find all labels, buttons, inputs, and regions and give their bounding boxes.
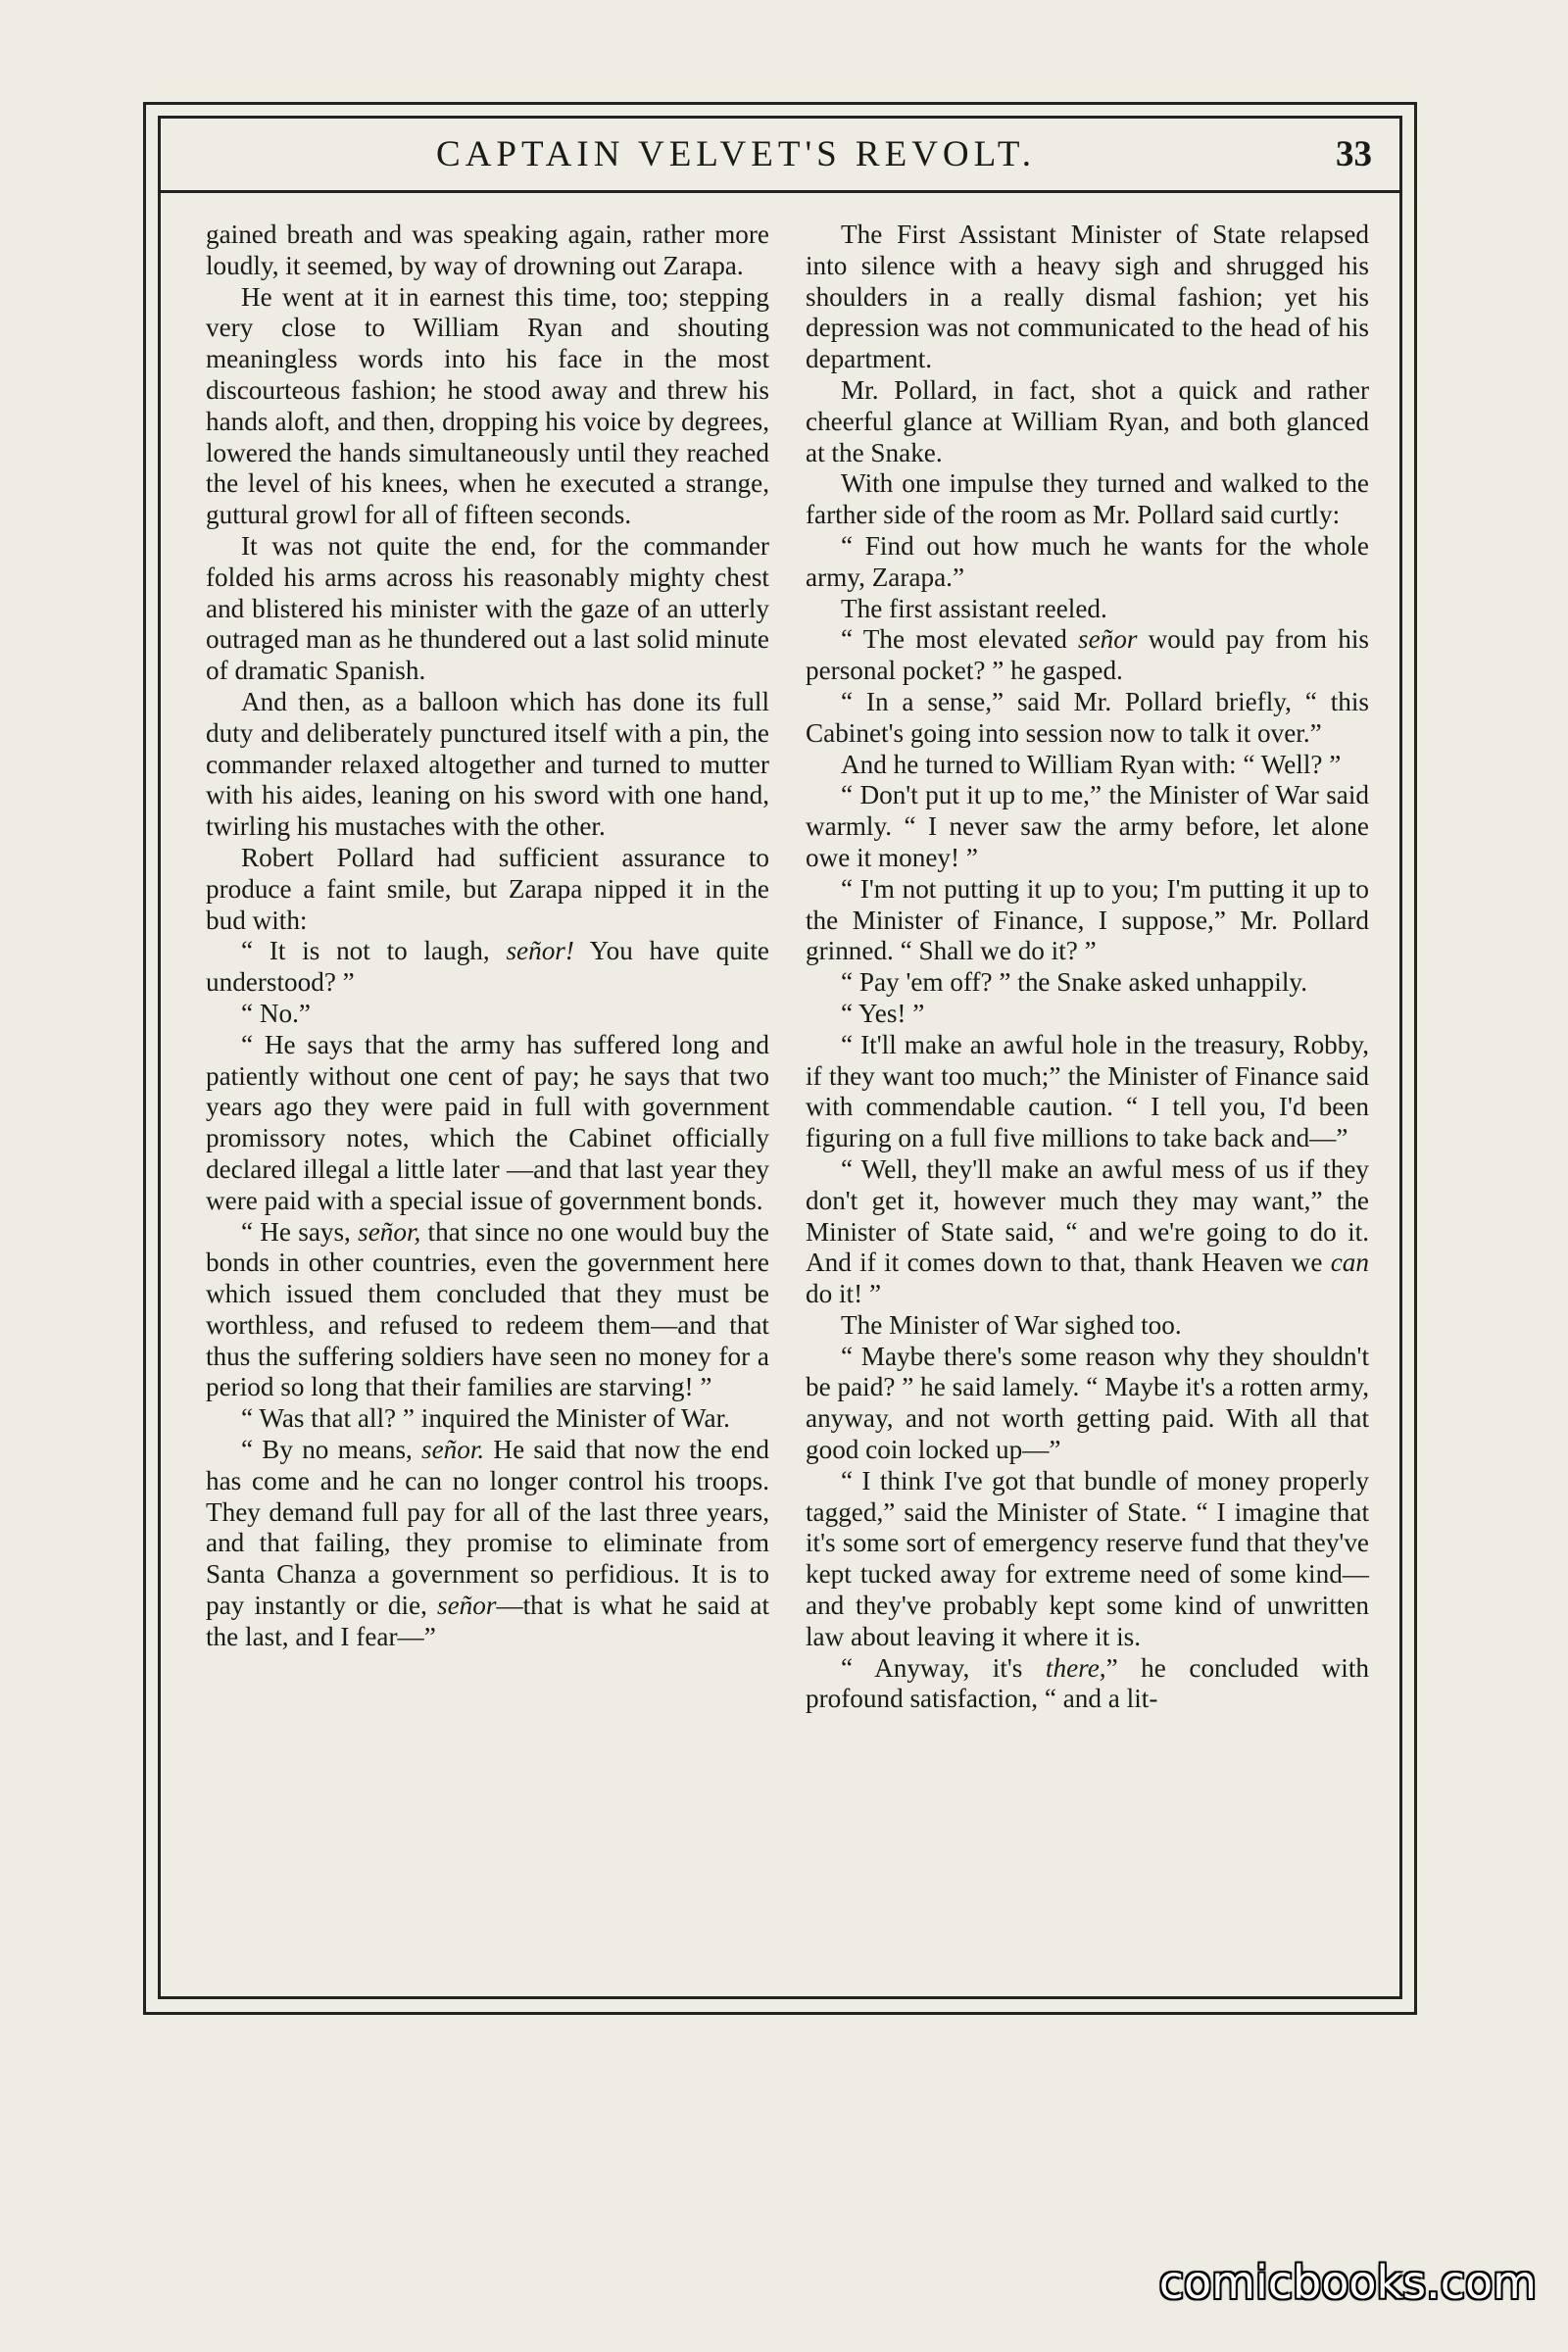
text-run: “ I think I've got that bundle of money properly tagged,” said the Minister of State. “ I imagine that it's some sort of emergency reserve fund that they've kept tucked away for extreme need of some kind—and they've probably kept some kind of unwritten law about leaving it where it is. [806, 1465, 1369, 1651]
header-rule [158, 190, 1402, 193]
text-run: He said that now the end has come and he can no longer control his troops. They demand full pay for all of the last three years, and that failing, they promise to eliminate from Santa Chanza a government so perfidious. It is to pay instantly or die, [206, 1435, 769, 1621]
paragraph [206, 843, 769, 936]
paragraph [806, 967, 1369, 999]
text-run: —that is what he said at the last, and I fear—” [206, 1591, 770, 1651]
text-run: And then, as a balloon which has done its full duty and deliberately punctured itself with a pin, the commander relaxed altogether and turned to mutter with his aides, leaning on his sword with one hand, twirling his mustaches with the other. [206, 686, 769, 842]
page-number: 33 [1336, 134, 1372, 174]
text-run: With one impulse they turned and walked to the farther side of the room as Mr. Pollard said curtly: [806, 468, 1369, 530]
italic-text: señor! [506, 936, 574, 966]
paragraph [806, 1342, 1369, 1466]
paragraph [806, 220, 1369, 375]
paragraph [806, 874, 1369, 967]
paragraph [806, 750, 1369, 781]
text-run: And he turned to William Ryan with: “ Well? ” [841, 749, 1342, 779]
paragraph [806, 1310, 1369, 1342]
paragraph [806, 1154, 1369, 1310]
paragraph [806, 531, 1369, 594]
text-run: gained breath and was speaking again, rather more loudly, it seemed, by way of drowning out Zarapa. [206, 220, 769, 280]
text-run: “ Maybe there's some reason why they shouldn't be paid? ” he said lamely. “ Maybe it's a rotten army, anyway, and not worth getting paid. With all that good coin locked up—” [806, 1341, 1369, 1465]
paragraph [206, 936, 769, 999]
paragraph [206, 1030, 769, 1217]
text-run: “ Don't put it up to me,” the Minister of War said warmly. “ I never saw the army before, let alone owe it money! ” [806, 780, 1369, 872]
paragraph [806, 1466, 1369, 1653]
text-run: do it! ” [806, 1279, 882, 1309]
text-run: “ Anyway, it's [841, 1652, 1046, 1683]
right-column [806, 220, 1369, 1715]
paragraph [206, 1403, 769, 1435]
text-run: would pay from his personal pocket? ” he gasped. [806, 624, 1369, 686]
text-run: “ It'll make an awful hole in the treasury, Robby, if they want too much;” the Minister of Finance said with commendable caution. “ I tell you, I'd been figuring on a full five millions to take back and—” [806, 1029, 1369, 1153]
text-run: that since no one would buy the bonds in other countries, even the government here which issued them concluded that they must be worthless, and refused to redeem them—and that thus the suffering soldiers have seen no money for a period so long that their families are starving! ” [206, 1216, 770, 1402]
paragraph [206, 1217, 769, 1404]
text-run: “ By no means, [241, 1435, 422, 1465]
italic-text: señor, [358, 1216, 421, 1247]
text-run: “ He says, [241, 1216, 359, 1247]
paragraph [206, 1435, 769, 1653]
paragraph [806, 468, 1369, 531]
paragraph [806, 999, 1369, 1030]
text-run: The first assistant reeled. [841, 593, 1107, 623]
italic-text: señor. [421, 1435, 485, 1465]
text-run: ” he concluded with profound satisfaction, “ and a lit- [806, 1652, 1369, 1714]
italic-text: there, [1045, 1652, 1106, 1683]
text-run: “ No.” [241, 998, 311, 1028]
text-run: “ It is not to laugh, [241, 936, 507, 966]
italic-text: can [1330, 1248, 1369, 1278]
text-run: “ I'm not putting it up to you; I'm putting it up to the Minister of Finance, I suppose,” Mr. Pollard grinned. “ Shall we do it? ” [806, 873, 1369, 966]
paragraph [206, 531, 769, 687]
text-run: The First Assistant Minister of State relapsed into silence with a heavy sigh and shrugged his shoulders in a really dismal fashion; yet his depression was not communicated to the head of his department. [806, 220, 1369, 374]
paragraph [206, 282, 769, 531]
text-run: “ Yes! ” [841, 998, 925, 1028]
paragraph [206, 687, 769, 843]
text-run: “ The most elevated [841, 624, 1079, 655]
italic-text: señor [1078, 624, 1138, 655]
watermark-logo: comicbooks.com [1158, 2256, 1537, 2309]
text-run: It was not quite the end, for the commander folded his arms across his reasonably mighty chest and blistered his minister with the gaze of an utterly outraged man as he thundered out a last solid minute of dramatic Spanish. [206, 530, 769, 686]
paragraph [806, 594, 1369, 625]
paragraph [806, 780, 1369, 873]
text-run: “ Was that all? ” inquired the Minister of War. [241, 1403, 730, 1434]
paragraph [806, 624, 1369, 687]
text-run: “ In a sense,” said Mr. Pollard briefly, “ this Cabinet's going into session now to talk it over.” [806, 686, 1369, 748]
paragraph [806, 687, 1369, 750]
text-run: Mr. Pollard, in fact, shot a quick and rather cheerful glance at William Ryan, and both glanced at the Snake. [806, 374, 1369, 467]
text-run: You have quite understood? ” [206, 936, 769, 998]
text-run: “ He says that the army has suffered long and patiently without one cent of pay; he says that two years ago they were paid in full with government promissory notes, which the Cabinet officially declared illegal a little later —and that last year they were paid with a special issue of government bonds. [206, 1029, 769, 1215]
running-head: CAPTAIN VELVET'S REVOLT. [436, 134, 1036, 174]
italic-text: señor [437, 1591, 497, 1621]
left-column [206, 220, 769, 1653]
paragraph [206, 220, 769, 282]
paragraph [806, 1030, 1369, 1154]
text-run: He went at it in earnest this time, too; stepping very close to William Ryan and shouting meaningless words into his face in the most discourteous fashion; he stood away and threw his hands aloft, and then, dropping his voice by degrees, lowered the hands simultaneously until they reached the level of his knees, when he executed a strange, guttural growl for all of fifteen seconds. [206, 281, 769, 530]
paragraph [806, 375, 1369, 468]
text-run: “ Find out how much he wants for the whole army, Zarapa.” [806, 530, 1369, 592]
text-run: “ Pay 'em off? ” the Snake asked unhappily. [841, 967, 1308, 998]
text-run: Robert Pollard had sufficient assurance to produce a faint smile, but Zarapa nipped it in the bud with: [206, 842, 769, 935]
paragraph [206, 999, 769, 1030]
text-run: The Minister of War sighed too. [841, 1309, 1182, 1340]
text-run: “ Well, they'll make an awful mess of us if they don't get it, however much they may want,” the Minister of State said, “ and we're going to do it. And if it comes down to that, thank Heaven we [806, 1153, 1369, 1278]
paragraph [806, 1653, 1369, 1716]
